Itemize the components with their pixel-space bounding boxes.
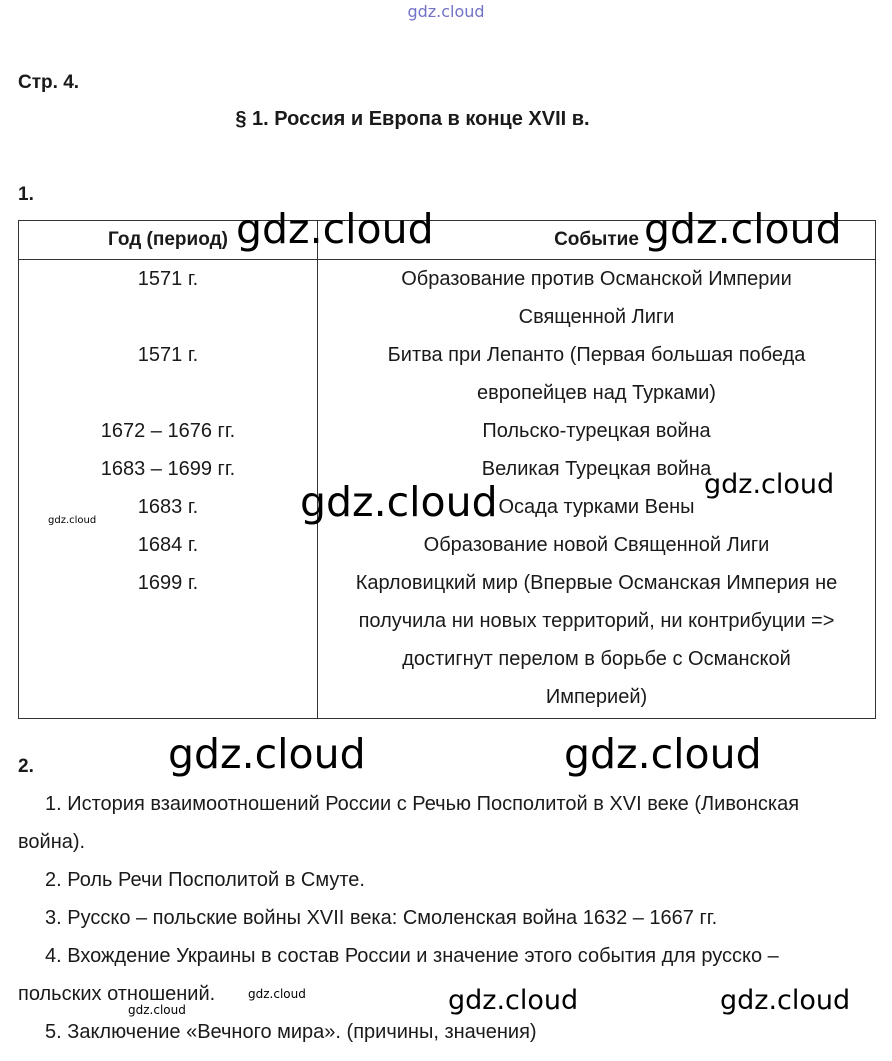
event-line: Польско-турецкая война — [482, 420, 711, 442]
year-cell: 1699 г. — [19, 564, 318, 719]
watermark: gdz.cloud — [168, 730, 366, 778]
list-item: война). — [18, 831, 86, 853]
year-cell: 1672 – 1676 гг. — [19, 412, 318, 450]
event-line: Великая Турецкая война — [481, 458, 712, 480]
table-row — [19, 260, 876, 337]
event-cell — [318, 336, 876, 412]
watermark: gdz.cloud — [704, 469, 835, 500]
event-line: достигнут перелом в борьбе с Османской — [402, 648, 791, 670]
watermark: gdz.cloud — [248, 987, 306, 1001]
year-cell: 1683 – 1699 гг. — [19, 450, 318, 488]
event-cell — [318, 412, 876, 450]
event-line: Образование против Османской Империи — [401, 268, 792, 290]
event-line: европейцев над Турками) — [477, 382, 716, 404]
watermark: gdz.cloud — [564, 730, 762, 778]
year-cell: 1683 г. — [19, 488, 318, 526]
list-item: 3. Русско – польские войны XVII века: Смоленская война 1632 – 1667 гг. — [45, 907, 718, 929]
event-line: Осада турками Вены — [498, 496, 695, 518]
watermark: gdz.cloud — [48, 515, 97, 526]
list-item: 2. Роль Речи Посполитой в Смуте. — [45, 869, 365, 891]
table-row — [19, 526, 876, 564]
task-1-number: 1. — [18, 184, 34, 205]
task-2-number: 2. — [18, 756, 34, 777]
table-row — [19, 564, 876, 719]
watermark: gdz.cloud — [300, 478, 498, 526]
section-title: § 1. Россия и Европа в конце XVII в. — [235, 108, 590, 130]
table-row — [19, 412, 876, 450]
watermark: gdz.cloud — [448, 985, 579, 1016]
event-cell — [318, 260, 876, 337]
event-line: Священной Лиги — [518, 306, 675, 328]
table-row — [19, 336, 876, 412]
watermark: gdz.cloud — [128, 1003, 186, 1017]
list-item: 4. Вхождение Украины в состав России и значение этого события для русско – — [45, 945, 779, 967]
year-cell: 1684 г. — [19, 526, 318, 564]
event-line: Карловицкий мир (Впервые Османская Империя не — [355, 572, 838, 594]
header-event: Событие — [318, 221, 876, 260]
watermark: gdz.cloud — [236, 205, 434, 253]
list-item: польских отношений. — [18, 983, 216, 1005]
list-item: 1. История взаимоотношений России с Речью Посполитой в XVI веке (Ливонская — [45, 793, 800, 815]
watermark: gdz.cloud — [644, 205, 842, 253]
event-cell — [318, 526, 876, 564]
header-year: Год (период) — [19, 221, 318, 260]
year-cell: 1571 г. — [19, 260, 318, 337]
event-line: Империей) — [545, 686, 648, 708]
top-watermark: gdz.cloud — [407, 2, 485, 21]
event-line: Битва при Лепанто (Первая большая победа — [387, 344, 806, 366]
page-reference: Стр. 4. — [18, 72, 80, 93]
list-item: 5. Заключение «Вечного мира». (причины, значения) — [45, 1021, 537, 1043]
watermark: gdz.cloud — [720, 985, 851, 1016]
event-line: Образование новой Священной Лиги — [423, 534, 770, 556]
event-line: получила ни новых территорий, ни контрибуции => — [358, 610, 835, 632]
event-cell — [318, 564, 876, 719]
year-cell: 1571 г. — [19, 336, 318, 412]
